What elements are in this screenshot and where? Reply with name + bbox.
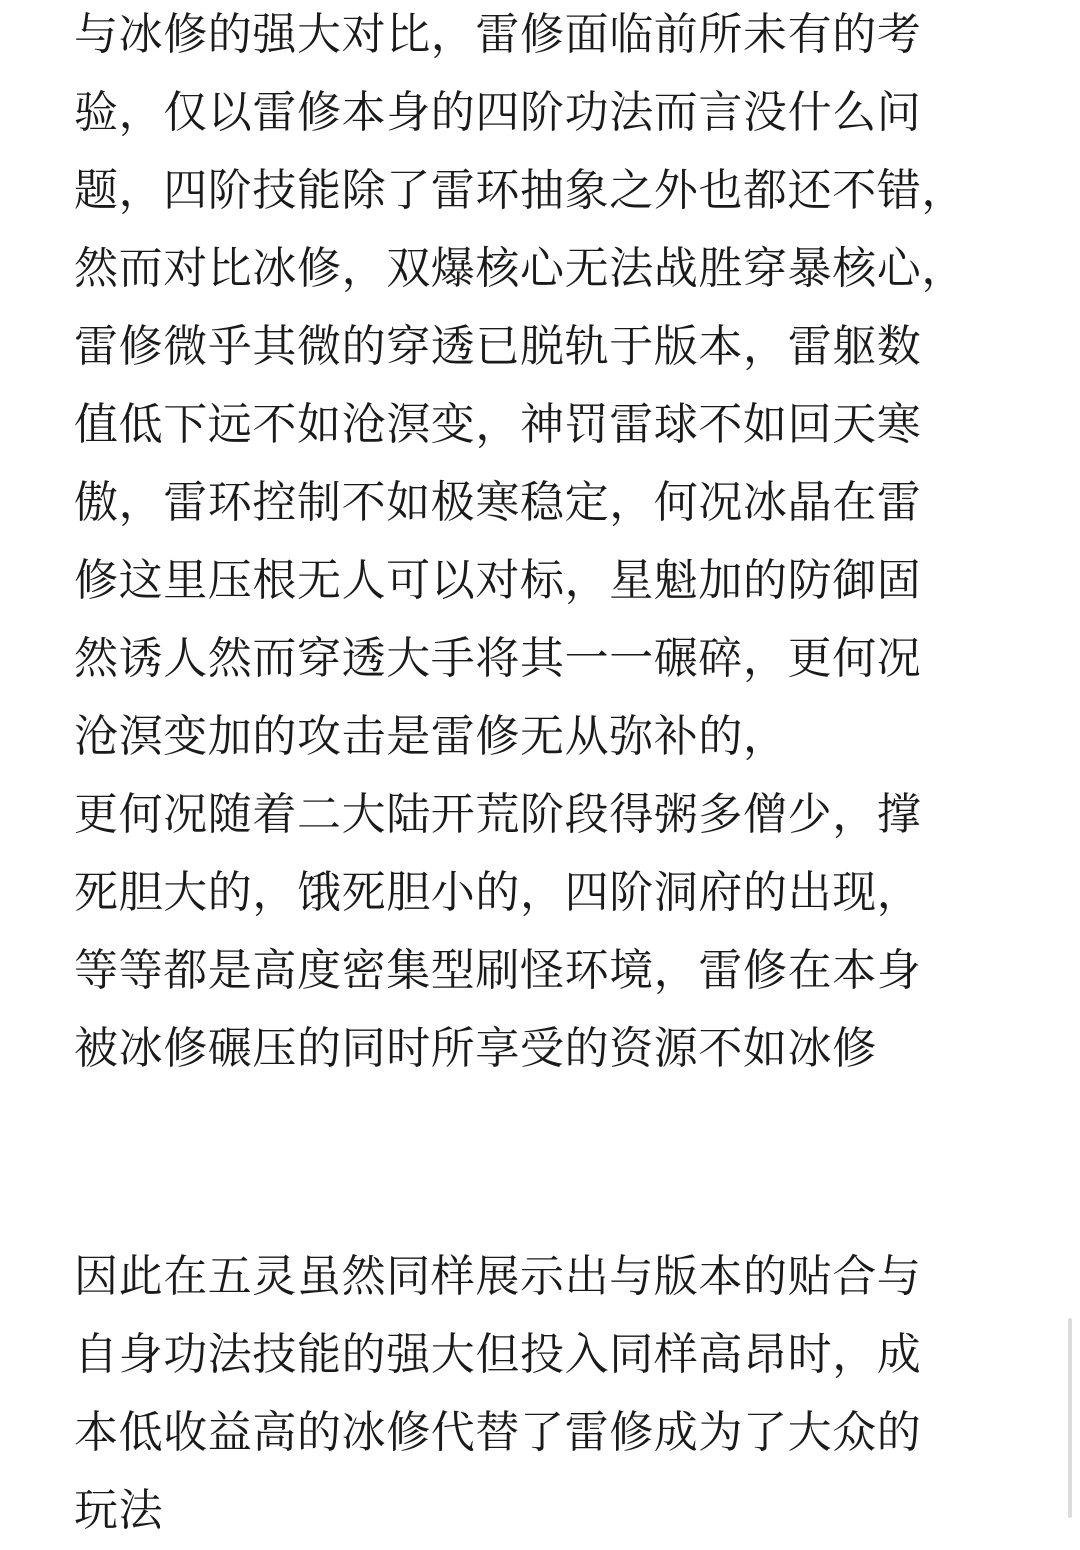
- text-line: 与冰修的强大对比，雷修面临前所未有的考: [74, 9, 922, 60]
- text-line: 然而对比冰修，双爆核心无法战胜穿暴核心，: [74, 243, 966, 294]
- text-line: 本低收益高的冰修代替了雷修成为了大众的: [74, 1407, 922, 1458]
- text-line: 更何况随着二大陆开荒阶段得粥多僧少，撑: [74, 789, 922, 840]
- text-line: 值低下远不如沧溟变，神罚雷球不如回天寒: [74, 399, 922, 450]
- text-line: 雷修微乎其微的穿透已脱轨于版本，雷躯数: [74, 321, 922, 372]
- text-line: 沧溟变加的攻击是雷修无从弥补的，: [74, 711, 788, 762]
- text-line: 自身功法技能的强大但投入同样高昂时，成: [74, 1329, 922, 1380]
- paragraph-1: [74, 0, 966, 1088]
- text-line: 题，四阶技能除了雷环抽象之外也都还不错，: [74, 165, 966, 216]
- text-line: 然诱人然而穿透大手将其一一碾碎，更何况: [74, 633, 922, 684]
- text-line: 等等都是高度密集型刷怪环境，雷修在本身: [74, 945, 922, 996]
- paragraph-2: [74, 1238, 921, 1550]
- text-line: 被冰修碾压的同时所享受的资源不如冰修: [74, 1023, 877, 1074]
- text-line: 傲，雷环控制不如极寒稳定，何况冰晶在雷: [74, 477, 922, 528]
- scrollbar[interactable]: [1068, 1318, 1072, 1518]
- text-line: 因此在五灵虽然同样展示出与版本的贴合与: [74, 1251, 922, 1302]
- text-line: 死胆大的，饿死胆小的，四阶洞府的出现，: [74, 867, 922, 918]
- text-line: 验，仅以雷修本身的四阶功法而言没什么问: [74, 87, 922, 138]
- text-line: 玩法: [74, 1485, 164, 1536]
- text-line: 修这里压根无人可以对标，星魁加的防御固: [74, 555, 922, 606]
